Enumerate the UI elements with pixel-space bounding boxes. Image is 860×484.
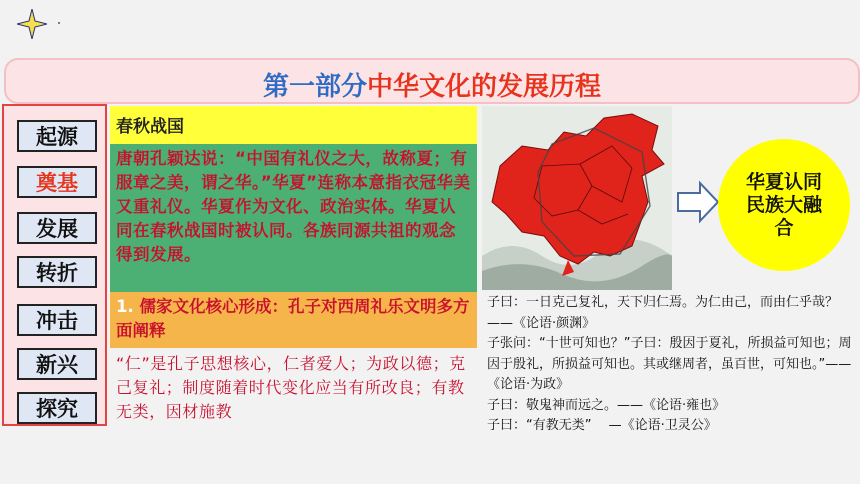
title-banner: [4, 58, 860, 104]
arrow-right-icon: [676, 180, 720, 224]
era-label: 春秋战国: [116, 117, 184, 137]
huaxia-text: 唐朝孔颖达说：“中国有礼仪之大，故称夏；有服章之美，谓之华。”华夏”连称本意指衣冠华美又重礼仪。华夏作为文化、政治实体。华夏认同在春秋战国时被认同。各族同源共祖的观念得到发展。: [116, 149, 471, 264]
section-nav: [2, 104, 107, 426]
era-box: [110, 106, 477, 144]
conclusion-line-2: 民族大融: [745, 193, 822, 216]
nav-item-turning[interactable]: 转折: [17, 256, 97, 288]
conclusion-circle: [718, 139, 850, 271]
quote-4: 子曰：“有教无类” —《论语·卫灵公》: [487, 418, 717, 433]
huaxia-box: [110, 144, 477, 292]
title-part-2: 中华文化的发展历程: [367, 72, 602, 102]
title-part-1: 第一部分: [262, 72, 367, 102]
confucian-box: [110, 292, 477, 348]
nav-item-origin[interactable]: 起源: [17, 120, 97, 152]
point-number: 1.: [116, 297, 134, 316]
quote-1: 子曰：一日克己复礼，天下归仁焉。为仁由己，而由仁乎哉？——《论语·颜渊》: [487, 295, 839, 331]
nav-item-explore[interactable]: 探究: [17, 392, 97, 424]
china-map-image: [482, 106, 672, 290]
quote-2: 子张问：“十世可知也？”子曰：殷因于夏礼，所损益可知也；周因于殷礼，所损益可知也。其或继周者，虽百世，可知也。”——《论语·为政》: [487, 336, 852, 392]
decor-dot: [58, 22, 60, 24]
conclusion-line-1: 华夏认同: [745, 170, 822, 193]
page-title: [6, 66, 858, 103]
nav-item-impact[interactable]: 冲击: [17, 304, 97, 336]
star-icon: [17, 9, 47, 39]
nav-item-emerging[interactable]: 新兴: [17, 348, 97, 380]
nav-item-development[interactable]: 发展: [17, 212, 97, 244]
quote-3: 子曰：敬鬼神而远之。——《论语·雍也》: [487, 397, 726, 413]
confucian-heading: 儒家文化核心形成：孔子对西周礼乐文明多方面阐释: [116, 297, 470, 340]
analects-quotes: [487, 293, 855, 437]
conclusion-line-3: 合: [774, 216, 794, 239]
confucian-text: [116, 295, 472, 343]
nav-item-foundation[interactable]: 奠基: [17, 166, 97, 198]
ren-text: “仁”是孔子思想核心，仁者爱人；为政以德；克己复礼；制度随着时代变化应当有所改良；有教无类，因材施教: [116, 354, 466, 421]
